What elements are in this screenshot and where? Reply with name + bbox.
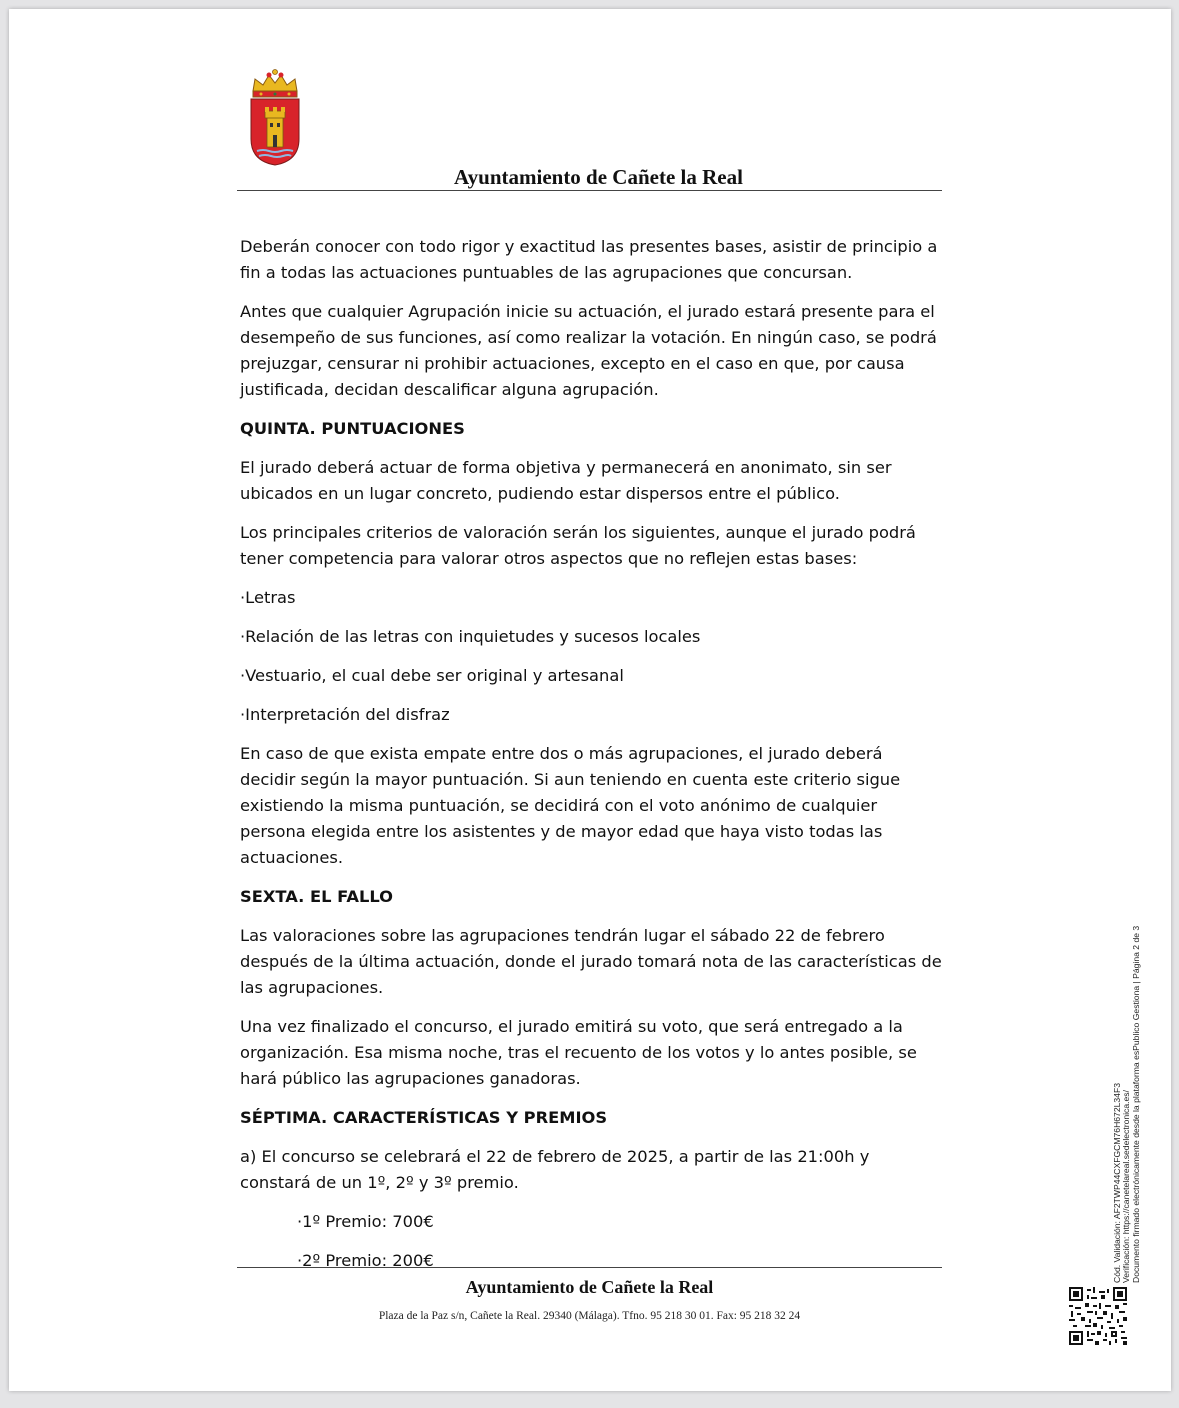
body-paragraph: Deberán conocer con todo rigor y exactitud las presentes bases, asistir de principio a fin a todas las actuaciones puntuables de las agrupaciones que concursan. <box>240 237 938 282</box>
document-body <box>240 234 942 1287</box>
section-heading-septima: SÉPTIMA. CARACTERÍSTICAS Y PREMIOS <box>240 1108 608 1127</box>
body-paragraph: En caso de que exista empate entre dos o más agrupaciones, el jurado deberá decidir según la mayor puntuación. Si aun teniendo en cuenta este criterio sigue existiendo la misma puntuación, se decidirá con el voto anónimo de cualquier persona elegida entre los asistentes y de mayor edad que haya visto todas las actuaciones. <box>240 744 901 867</box>
section-heading-quinta: QUINTA. PUNTUACIONES <box>240 419 465 438</box>
criteria-item: ·Letras <box>240 588 296 607</box>
criteria-item: ·Interpretación del disfraz <box>240 705 450 724</box>
coat-of-arms-icon <box>243 69 307 169</box>
body-paragraph: El jurado deberá actuar de forma objetiva y permanecerá en anonimato, sin ser ubicados en un lugar concreto, pudiendo estar dispersos entre el público. <box>240 458 892 503</box>
signed-note: Documento firmado electrónicamente desde la plataforma esPublico Gestiona | Página 2 de 3 <box>1130 925 1141 1283</box>
body-paragraph: Antes que cualquier Agrupación inicie su actuación, el jurado estará presente para el desempeño de sus funciones, así como realizar la votación. En ningún caso, se podrá prejuzgar, censurar ni prohibir actuaciones, excepto en el caso en que, por causa justificada, decidan descalificar alguna agrupación. <box>240 302 937 399</box>
body-paragraph: Los principales criterios de valoración serán los siguientes, aunque el jurado podrá tener competencia para valorar otros aspectos que no reflejen estas bases: <box>240 523 916 568</box>
validation-stamp <box>1113 863 1141 1283</box>
footer-divider <box>237 1267 942 1268</box>
qr-code-icon <box>1069 1287 1127 1345</box>
footer-address: Plaza de la Paz s/n, Cañete la Real. 29340 (Málaga). Tfno. 95 218 30 01. Fax: 95 218 32 24 <box>378 1310 801 1322</box>
body-paragraph: Las valoraciones sobre las agrupaciones tendrán lugar el sábado 22 de febrero después de la última actuación, donde el jurado tomará nota de las características de las agrupaciones. <box>240 926 942 997</box>
validation-code: Cód. Validación: AF2TWP44CXFGCM76H672L34F3 <box>1112 1083 1122 1283</box>
body-paragraph: a) El concurso se celebrará el 22 de febrero de 2025, a partir de las 21:00h y constará de un 1º, 2º y 3º premio. <box>240 1147 870 1192</box>
prize-item: ·1º Premio: 700€ <box>297 1212 434 1231</box>
prize-item: ·2º Premio: 200€ <box>297 1251 434 1270</box>
header-title: Ayuntamiento de Cañete la Real <box>454 165 743 189</box>
footer-title: Ayuntamiento de Cañete la Real <box>465 1277 714 1297</box>
verification-url[interactable]: Verificación: https://canetelareal.sedelectronica.es/ <box>1121 1090 1132 1283</box>
section-heading-sexta: SEXTA. EL FALLO <box>240 887 394 906</box>
criteria-item: ·Vestuario, el cual debe ser original y artesanal <box>240 666 624 685</box>
criteria-item: ·Relación de las letras con inquietudes y sucesos locales <box>240 627 701 646</box>
body-paragraph: Una vez finalizado el concurso, el jurado emitirá su voto, que será entregado a la organización. Esa misma noche, tras el recuento de los votos y lo antes posible, se hará público las agrupaciones ganadoras. <box>240 1017 917 1088</box>
header-divider <box>237 190 942 191</box>
